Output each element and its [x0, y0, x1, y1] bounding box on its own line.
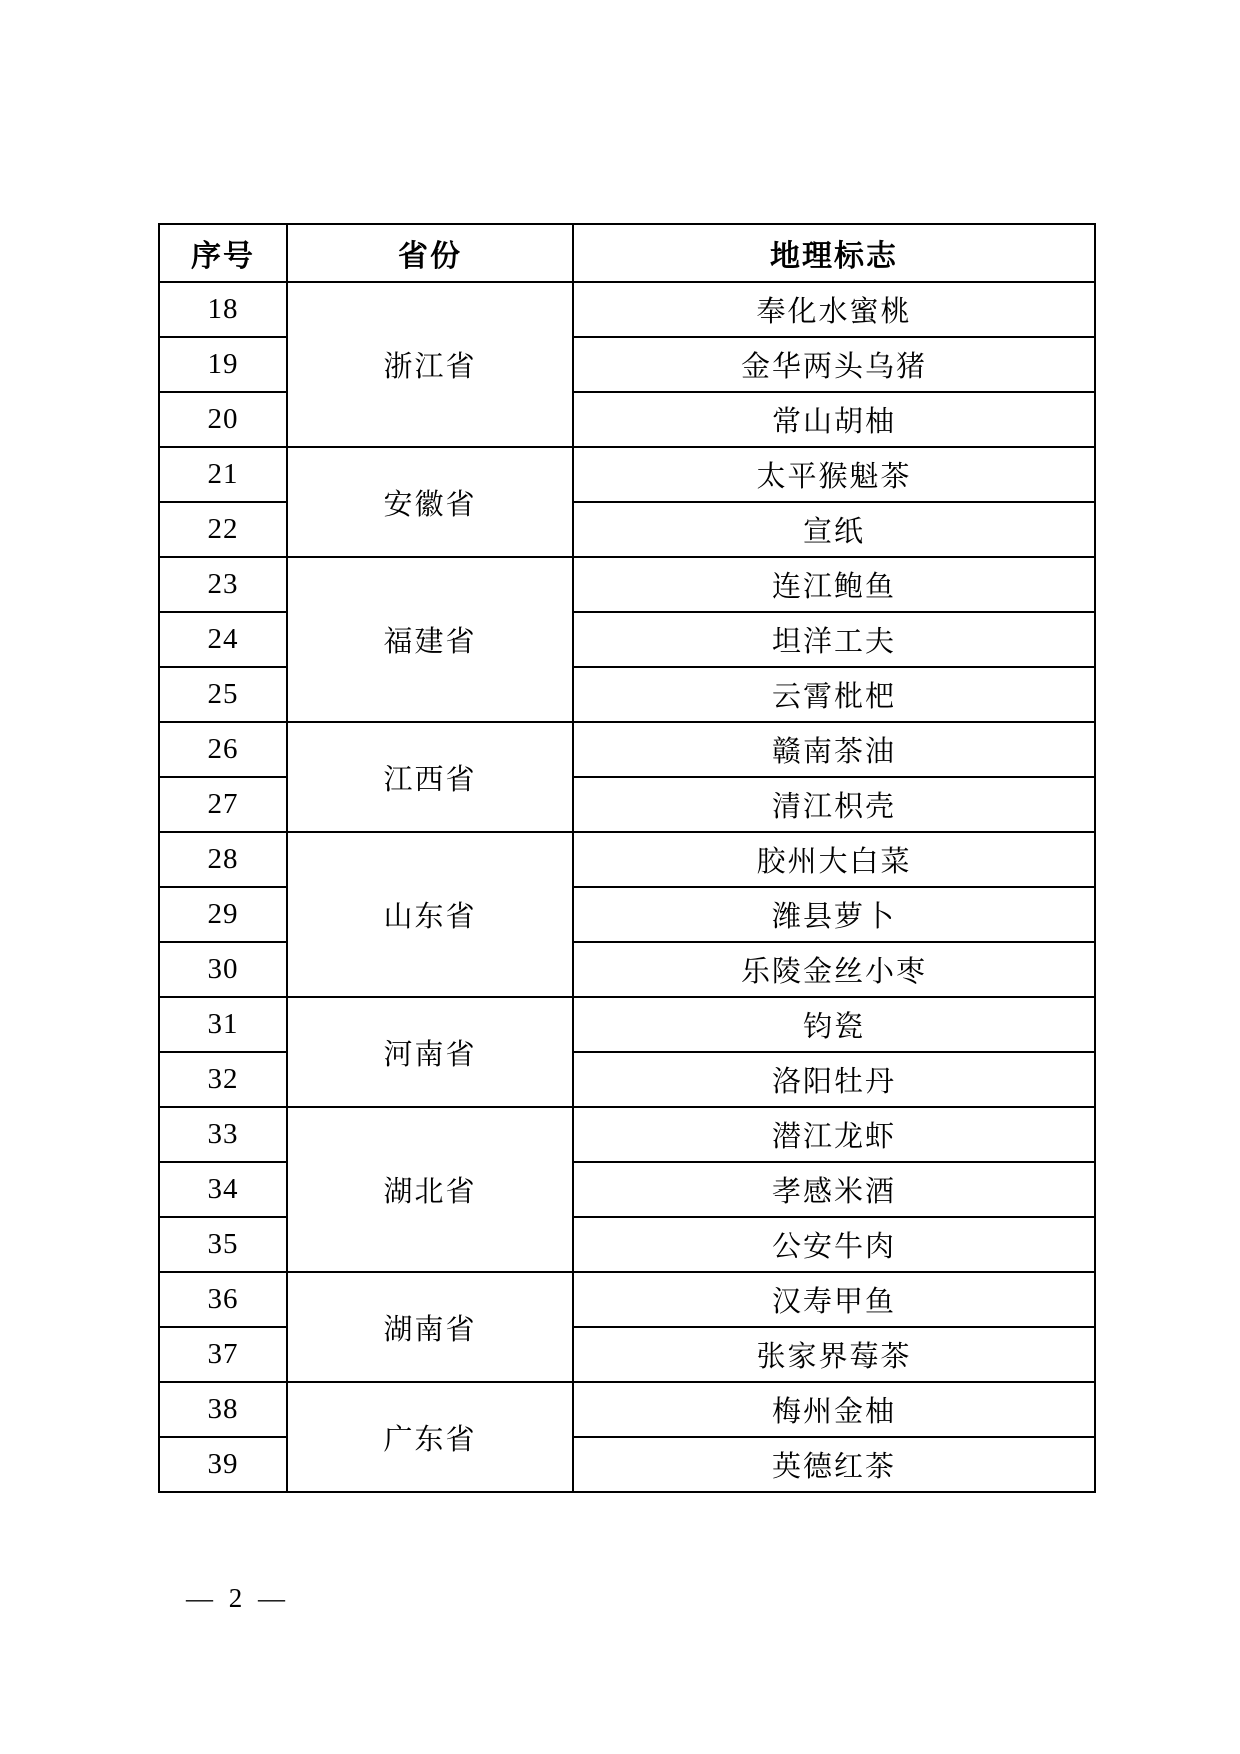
- province-cell: 安徽省: [287, 447, 573, 557]
- table-row: [159, 447, 1095, 502]
- geographical-indication-cell: 潍县萝卜: [573, 887, 1095, 942]
- province-cell: 浙江省: [287, 282, 573, 447]
- row-number-cell: 21: [159, 447, 287, 502]
- province-cell: 湖南省: [287, 1272, 573, 1382]
- geographical-indication-cell: 张家界莓茶: [573, 1327, 1095, 1382]
- province-cell: 广东省: [287, 1382, 573, 1492]
- row-number-cell: 36: [159, 1272, 287, 1327]
- table-row: [159, 1107, 1095, 1162]
- row-number-cell: 38: [159, 1382, 287, 1437]
- geographical-indication-cell: 宣纸: [573, 502, 1095, 557]
- province-cell: 江西省: [287, 722, 573, 832]
- geographical-indication-cell: 云霄枇杷: [573, 667, 1095, 722]
- geographical-indication-cell: 洛阳牡丹: [573, 1052, 1095, 1107]
- row-number-cell: 35: [159, 1217, 287, 1272]
- geographical-indication-cell: 梅州金柚: [573, 1382, 1095, 1437]
- table-row: [159, 1272, 1095, 1327]
- geographical-indication-cell: 英德红茶: [573, 1437, 1095, 1492]
- geographical-indications-table: [158, 223, 1096, 1493]
- geographical-indication-cell: 钧瓷: [573, 997, 1095, 1052]
- row-number-cell: 20: [159, 392, 287, 447]
- table-row: [159, 1382, 1095, 1437]
- row-number-cell: 33: [159, 1107, 287, 1162]
- row-number-cell: 28: [159, 832, 287, 887]
- geographical-indication-cell: 金华两头乌猪: [573, 337, 1095, 392]
- geographical-indication-cell: 乐陵金丝小枣: [573, 942, 1095, 997]
- province-cell: 河南省: [287, 997, 573, 1107]
- geographical-indication-cell: 常山胡柚: [573, 392, 1095, 447]
- table-row: [159, 722, 1095, 777]
- row-number-cell: 26: [159, 722, 287, 777]
- table-row: [159, 282, 1095, 337]
- row-number-cell: 34: [159, 1162, 287, 1217]
- table-body: [159, 282, 1095, 1492]
- row-number-cell: 23: [159, 557, 287, 612]
- row-number-cell: 30: [159, 942, 287, 997]
- geographical-indication-cell: 奉化水蜜桃: [573, 282, 1095, 337]
- geographical-indication-cell: 连江鲍鱼: [573, 557, 1095, 612]
- geographical-indication-cell: 潜江龙虾: [573, 1107, 1095, 1162]
- geographical-indication-cell: 孝感米酒: [573, 1162, 1095, 1217]
- table-row: [159, 832, 1095, 887]
- row-number-cell: 18: [159, 282, 287, 337]
- row-number-cell: 39: [159, 1437, 287, 1492]
- col-header-index: 序号: [159, 224, 287, 282]
- col-header-province: 省份: [287, 224, 573, 282]
- geographical-indication-cell: 公安牛肉: [573, 1217, 1095, 1272]
- table-row: [159, 997, 1095, 1052]
- geographical-indication-cell: 赣南茶油: [573, 722, 1095, 777]
- province-cell: 湖北省: [287, 1107, 573, 1272]
- geographical-indication-cell: 坦洋工夫: [573, 612, 1095, 667]
- province-cell: 福建省: [287, 557, 573, 722]
- geographical-indication-cell: 太平猴魁茶: [573, 447, 1095, 502]
- row-number-cell: 27: [159, 777, 287, 832]
- province-cell: 山东省: [287, 832, 573, 997]
- row-number-cell: 29: [159, 887, 287, 942]
- table-header: [159, 224, 1095, 282]
- table-header-row: [159, 224, 1095, 282]
- row-number-cell: 24: [159, 612, 287, 667]
- geographical-indication-cell: 胶州大白菜: [573, 832, 1095, 887]
- col-header-geographical-indication: 地理标志: [573, 224, 1095, 282]
- page-number: — 2 —: [186, 1583, 285, 1613]
- row-number-cell: 32: [159, 1052, 287, 1107]
- row-number-cell: 19: [159, 337, 287, 392]
- row-number-cell: 37: [159, 1327, 287, 1382]
- row-number-cell: 31: [159, 997, 287, 1052]
- row-number-cell: 25: [159, 667, 287, 722]
- table-row: [159, 557, 1095, 612]
- geographical-indication-cell: 清江枳壳: [573, 777, 1095, 832]
- geographical-indication-cell: 汉寿甲鱼: [573, 1272, 1095, 1327]
- row-number-cell: 22: [159, 502, 287, 557]
